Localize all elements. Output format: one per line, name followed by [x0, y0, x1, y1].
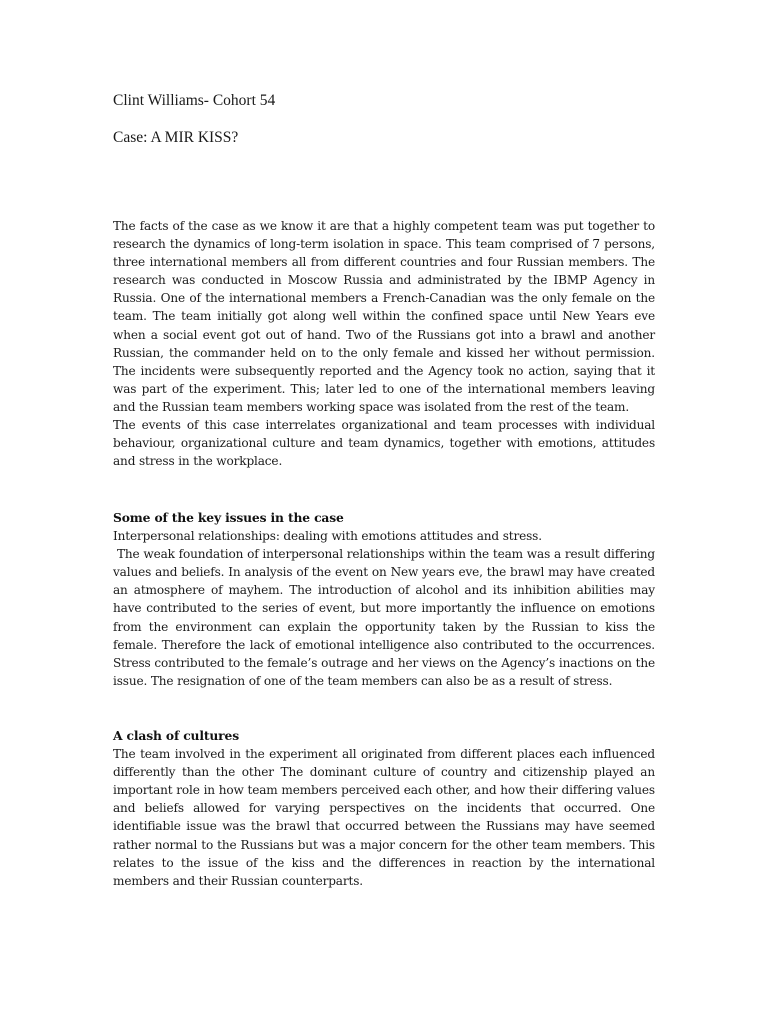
- key-issues-subheading: Interpersonal relationships: dealing with emotions attitudes and stress.: [113, 529, 542, 544]
- author-line: Clint Williams- Cohort 54: [113, 92, 276, 109]
- cultures-section: [113, 727, 655, 890]
- intro-section: [113, 217, 655, 470]
- case-title: Case: A MIR KISS?: [113, 129, 239, 146]
- key-issues-section: [113, 509, 655, 690]
- intro-paragraph-2: The events of this case interrelates organizational and team processes with individual behaviour, organizational culture and team dynamics, together with emotions, attitudes and stress in the workplace.: [113, 418, 655, 469]
- key-issues-body: The weak foundation of interpersonal relationships within the team was a result differing values and beliefs. In analysis of the event on New years eve, the brawl may have created an atmosphere of mayhem. The introduction of alcohol and its inhibition abilities may have contributed to the series of event, but more importantly the influence on emotions from the environment can explain the opportunity taken by the Russian to kiss the female. Therefore the lack of emotional intelligence also contributed to the occurrences. Stress contributed to the female’s outrage and her views on the Agency’s inactions on the issue. The resignation of one of the team members can also be as a result of stress.: [113, 547, 655, 688]
- cultures-heading: A clash of cultures: [113, 728, 239, 743]
- key-issues-heading: Some of the key issues in the case: [113, 510, 344, 525]
- intro-paragraph-1: The facts of the case as we know it are that a highly competent team was put together to research the dynamics of long-term isolation in space. This team comprised of 7 persons, three international members all from different countries and four Russian members. The research was conducted in Moscow Russia and administrated by the IBMP Agency in Russia. One of the international members a French-Canadian was the only female on the team. The team initially got along well within the confined space until New Years eve when a social event got out of hand. Two of the Russians got into a brawl and another Russian, the commander held on to the only female and kissed her without permission. The incidents were subsequently reported and the Agency took no action, saying that it was part of the experiment. This; later led to one of the international members leaving and the Russian team members working space was isolated from the rest of the team.: [113, 219, 655, 414]
- cultures-body: The team involved in the experiment all originated from different places each influenced differently than the other The dominant culture of country and citizenship played an important role in how team members perceived each other, and how their differing values and beliefs allowed for varying perspectives on the incidents that occurred. One identifiable issue was the brawl that occurred between the Russians may have seemed rather normal to the Russians but was a major concern for the other team members. This relates to the issue of the kiss and the differences in reaction by the international members and their Russian counterparts.: [113, 747, 655, 888]
